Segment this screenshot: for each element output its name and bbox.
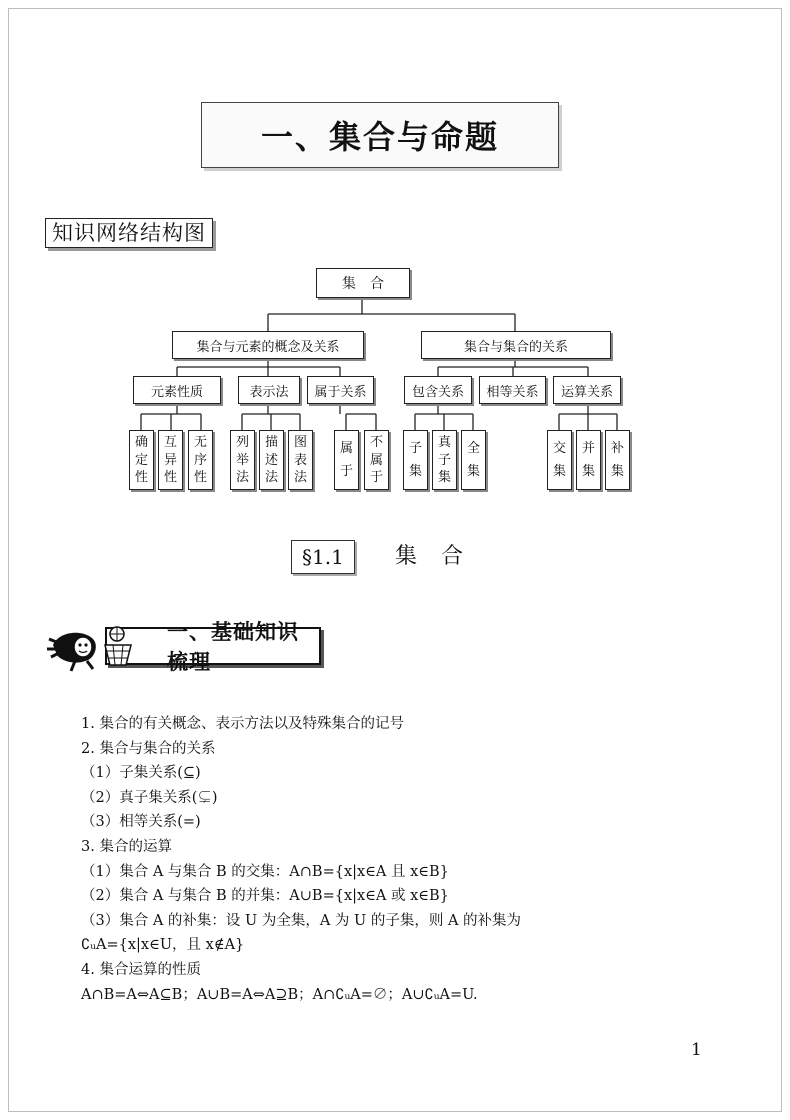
content-list xyxy=(81,712,761,1007)
leaf-char: 性 xyxy=(193,469,207,485)
leaf-char: 列 xyxy=(235,435,249,451)
tree-node-inclusion: 包含关系 xyxy=(404,376,472,404)
leaf-char: 序 xyxy=(193,452,207,468)
leaf-char: 子 xyxy=(437,452,451,468)
tree-leaf-intersection xyxy=(547,430,572,490)
leaf-char: 确 xyxy=(134,435,148,451)
leaf-char: 法 xyxy=(235,469,249,485)
leaf-char: 异 xyxy=(163,452,177,468)
tree-leaf-subset xyxy=(403,430,428,490)
leaf-char: 述 xyxy=(264,452,278,468)
section-title: 集合 xyxy=(395,544,488,569)
leaf-char: 定 xyxy=(134,452,148,468)
content-line: 1. 集合的有关概念、表示方法以及特殊集合的记号 xyxy=(81,716,404,732)
leaf-char: 集 xyxy=(408,464,422,479)
leaf-char: 法 xyxy=(264,469,278,485)
leaf-char: 并 xyxy=(581,441,595,456)
banner-title: 一、基础知识梳理 xyxy=(105,627,321,665)
content-line: （3）相等关系(=) xyxy=(81,814,201,831)
content-line: 4. 集合运算的性质 xyxy=(81,961,201,978)
leaf-char: 集 xyxy=(466,464,480,479)
content-line: （1）集合 A 与集合 B 的交集：A∩B={x|x∈A 且 x∈B} xyxy=(81,863,449,880)
tree-leaf-not-belongs xyxy=(364,430,389,490)
knowledge-network-title: 知识网络结构图 xyxy=(45,218,213,248)
leaf-char: 全 xyxy=(466,441,480,456)
tree-leaf-universal-set xyxy=(461,430,486,490)
leaf-char: 性 xyxy=(134,469,148,485)
tree-node-set-relations: 集合与集合的关系 xyxy=(421,331,611,359)
leaf-char: 表 xyxy=(293,452,307,468)
leaf-char: 于 xyxy=(339,464,353,479)
section-number: §1.1 xyxy=(291,540,355,574)
content-line: ∁ᵤA={x|x∈U，且 x∉A} xyxy=(81,937,245,954)
leaf-char: 于 xyxy=(369,469,383,485)
leaf-char: 真 xyxy=(437,435,451,451)
tree-connectors xyxy=(0,0,790,520)
leaf-char: 集 xyxy=(437,469,451,485)
tree-node-operations: 运算关系 xyxy=(553,376,621,404)
leaf-char: 举 xyxy=(235,452,249,468)
leaf-char: 无 xyxy=(193,435,207,451)
tree-leaf-distinctness xyxy=(158,430,183,490)
leaf-char: 描 xyxy=(264,435,278,451)
leaf-char: 集 xyxy=(581,464,595,479)
tree-leaf-diagram-method xyxy=(288,430,313,490)
leaf-char: 子 xyxy=(408,441,422,456)
chapter-title: 一、集合与命题 xyxy=(201,102,559,168)
basketball-kid-icon xyxy=(45,625,140,672)
leaf-char: 属 xyxy=(339,441,353,456)
tree-node-equality: 相等关系 xyxy=(479,376,546,404)
content-line: 2. 集合与集合的关系 xyxy=(81,740,216,757)
tree-leaf-certainty xyxy=(129,430,154,490)
leaf-char: 法 xyxy=(293,469,307,485)
leaf-char: 集 xyxy=(610,464,624,479)
tree-leaf-union xyxy=(576,430,601,490)
content-line: （2）集合 A 与集合 B 的并集：A∪B={x|x∈A 或 x∈B} xyxy=(81,888,449,905)
tree-root-node: 集 合 xyxy=(316,268,410,298)
tree-node-element-relations: 集合与元素的概念及关系 xyxy=(172,331,364,359)
tree-leaf-proper-subset xyxy=(432,430,457,490)
tree-leaf-roster-method xyxy=(230,430,255,490)
leaf-char: 互 xyxy=(163,435,177,451)
content-line: （2）真子集关系(⊊) xyxy=(81,789,218,806)
leaf-char: 图 xyxy=(293,435,307,451)
leaf-char: 不 xyxy=(369,435,383,451)
tree-node-representation: 表示法 xyxy=(238,376,300,404)
page-number: 1 xyxy=(691,1040,702,1060)
leaf-char: 集 xyxy=(552,464,566,479)
leaf-char: 性 xyxy=(163,469,177,485)
tree-leaf-belongs xyxy=(334,430,359,490)
leaf-char: 交 xyxy=(552,441,566,456)
content-line: A∩B=A⇔A⊆B；A∪B=A⇔A⊇B；A∩∁ᵤA=∅；A∪∁ᵤA=U. xyxy=(81,986,478,1003)
basic-knowledge-banner xyxy=(45,620,325,674)
tree-leaf-description-method xyxy=(259,430,284,490)
tree-leaf-unorderedness xyxy=(188,430,213,490)
content-line: （3）集合 A 的补集：设 U 为全集，A 为 U 的子集，则 A 的补集为 xyxy=(81,912,522,929)
leaf-char: 补 xyxy=(610,441,624,456)
tree-node-element-properties: 元素性质 xyxy=(133,376,221,404)
tree-node-membership: 属于关系 xyxy=(307,376,374,404)
leaf-char: 属 xyxy=(369,452,383,468)
tree-leaf-complement xyxy=(605,430,630,490)
content-line: （1）子集关系(⊆) xyxy=(81,765,201,782)
content-line: 3. 集合的运算 xyxy=(81,838,172,855)
